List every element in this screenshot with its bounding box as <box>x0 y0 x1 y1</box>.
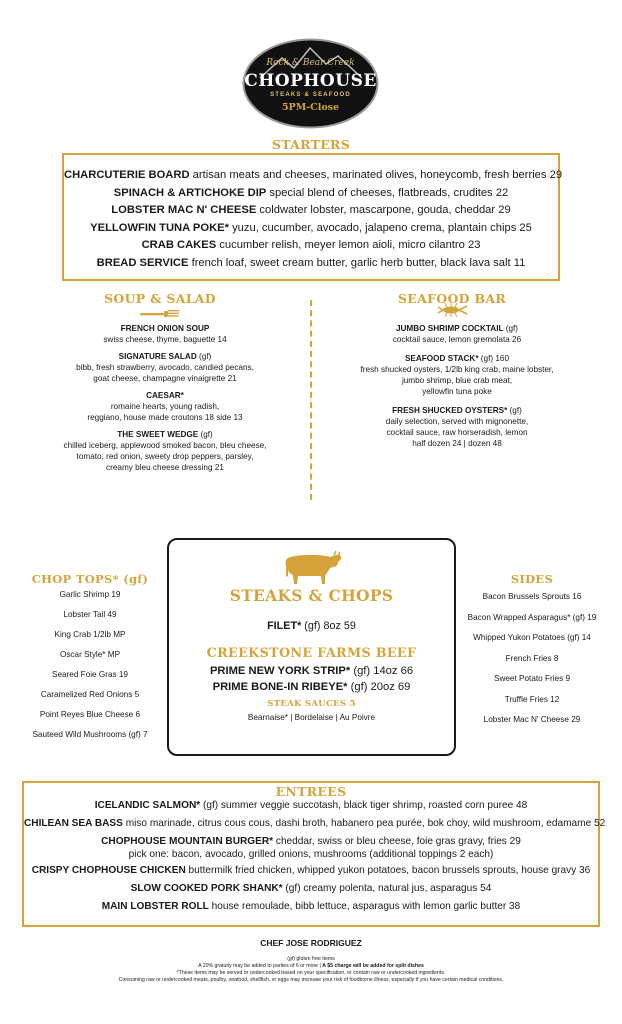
entrees-box <box>22 781 606 927</box>
list-item: JUMBO SHRIMP COCKTAIL (gf) cocktail sauce, lemon gremolata 26 <box>392 324 522 344</box>
list-item: Seared Foie Gras 19 <box>51 670 128 679</box>
raw-note: *These items may be served or undercooked based on your specification, or contain raw or undercooked ingredients. <box>176 970 446 976</box>
chef-name: CHEF JOSE RODRIGUEZ <box>260 938 362 948</box>
list-item: Lobster Tail 49 <box>63 610 117 619</box>
list-item: THE SWEET WEDGE (gf) chilled iceberg, applewood smoked bacon, bleu cheese, tomato, red onion, sweety drop peppers, parsley, creamy bleu cheese dressing 21 <box>63 430 267 472</box>
list-item: Caramelized Red Onions 5 <box>40 690 140 699</box>
entree-item: CRISPY CHOPHOUSE CHICKEN buttermilk fried chicken, whipped yukon potatoes, bacon brussels sprouts, house gravy 36 <box>31 865 591 877</box>
sides-title: SIDES <box>510 572 554 586</box>
gratuity-note: A 20% gratuity may be added to parties of 6 or more | A $5 charge will be added for split dishes <box>198 963 424 969</box>
starters-list <box>64 155 563 273</box>
starter-item: LOBSTER MAC N' CHEESE coldwater lobster, mascarpone, gouda, cheddar 29 <box>111 204 511 217</box>
steak-item: PRIME BONE-IN RIBEYE* (gf) 20oz 69 <box>212 681 411 693</box>
chop-tops-title: CHOP TOPS* (gf) <box>31 572 149 586</box>
list-item: Oscar Style* MP <box>59 650 121 659</box>
list-item: French Fries 8 <box>505 653 559 663</box>
list-item: Bacon Wrapped Asparagus* (gf) 19 <box>467 612 597 622</box>
creekstone-title: CREEKSTONE FARMS BEEF <box>206 646 417 661</box>
starter-item: CHARCUTERIE BOARD artisan meats and cheeses, marinated olives, honeycomb, fresh berries 29 <box>64 169 563 181</box>
logo-hours: 5PM-Close <box>281 102 340 113</box>
steak-item: PRIME NEW YORK STRIP* (gf) 14oz 66 <box>209 665 414 677</box>
list-item: SEAFOOD STACK* (gf) 160 fresh shucked oysters, 1/2lb king crab, maine lobster, jumbo shrimp, blue crab meat, yellowfin tuna poke <box>360 354 554 396</box>
soup-salad-title: SOUP & SALAD <box>104 291 216 306</box>
logo-script-text: Rock & Bear Creek <box>266 58 355 68</box>
soup-salad-list <box>40 323 290 473</box>
steak-sauces-list: Bearnaise* | Bordelaise | Au Poivre <box>247 713 376 722</box>
entree-item: SLOW COOKED PORK SHANK* (gf) creamy polenta, natural jus, asparagus 54 <box>130 883 492 895</box>
entree-item-note: pick one: bacon, avocado, grilled onions, mushrooms (additional toppings 2 each) <box>128 849 494 861</box>
list-item: FRENCH ONION SOUP swiss cheese, thyme, baguette 14 <box>103 324 227 344</box>
list-item: Bacon Brussels Sprouts 16 <box>482 592 582 601</box>
entree-item: ICELANDIC SALMON* (gf) summer veggie succotash, black tiger shrimp, roasted corn puree 48 <box>94 800 528 811</box>
chophouse-logo <box>242 38 379 129</box>
chop-tops-list <box>20 590 160 740</box>
steak-sauces-title: STEAK SAUCES 5 <box>267 699 356 709</box>
entrees-list <box>24 797 606 916</box>
fork-icon <box>140 306 180 324</box>
starters-box <box>62 153 563 281</box>
list-item: Truffle Fries 12 <box>504 694 560 704</box>
starters-title: STARTERS <box>271 137 351 152</box>
entree-item: CHILEAN SEA BASS miso marinade, citrus cous cous, dashi broth, habanero pea purée, bok choy, wild mushroom, edamame 52 <box>24 817 606 829</box>
starter-item: SPINACH & ARTICHOKE DIP special blend of cheeses, flatbreads, crudites 22 <box>113 186 509 199</box>
list-item: FRESH SHUCKED OYSTERS* (gf) daily selection, served with mignonette, cocktail sauce, raw horseradish, lemon half dozen 24 | dozen 48 <box>385 406 529 448</box>
logo-subtitle: STEAKS & SEAFOOD <box>270 92 351 98</box>
sides-list <box>457 592 607 725</box>
gf-note: (gf) gluten free items <box>287 956 335 962</box>
seafood-bar-title: SEAFOOD BAR <box>397 291 507 306</box>
list-item: SIGNATURE SALAD (gf) bibb, fresh strawberry, avocado, candied pecans, goat cheese, champagne vinaigrette 21 <box>76 352 254 383</box>
cow-icon <box>276 548 346 591</box>
entree-item: CHOPHOUSE MOUNTAIN BURGER* cheddar, swiss or bleu cheese, foie gras gravy, fries 29 <box>101 836 521 848</box>
list-item: CAESAR* romaine hearts, young radish, reggiano, house made croutons 18 side 13 <box>87 391 243 422</box>
list-item: King Crab 1/2lb MP <box>54 630 126 639</box>
logo-brand: CHOPHOUSE <box>244 71 377 91</box>
starter-item: BREAD SERVICE french loaf, sweet cream butter, garlic herb butter, black lava salt 11 <box>96 256 526 269</box>
column-divider <box>310 300 312 500</box>
list-item: Sweet Potato Fries 9 <box>494 674 570 683</box>
entrees-title: ENTREES <box>275 784 347 799</box>
footer-notes <box>0 956 622 984</box>
consumption-warning: Consuming raw or undercooked meats, poultry, seafood, shellfish, or eggs may increase your risk of foodborne illness, especially if you have certain medical conditions. <box>118 977 504 983</box>
list-item: Point Reyes Blue Cheese 6 <box>39 710 141 719</box>
starter-item: YELLOWFIN TUNA POKE* yuzu, cucumber, avocado, jalapeno crema, plantain chips 25 <box>90 221 532 234</box>
lobster-icon <box>437 303 469 322</box>
steaks-box <box>167 538 456 756</box>
filet-item: FILET* (gf) 8oz 59 <box>267 620 356 632</box>
starter-item: CRAB CAKES cucumber relish, meyer lemon aioli, micro cilantro 23 <box>141 239 481 252</box>
list-item: Sauteed Wild Mushrooms (gf) 7 <box>32 730 148 739</box>
entree-item: MAIN LOBSTER ROLL house remoulade, bibb lettuce, asparagus with lemon garlic butter 38 <box>101 900 521 912</box>
list-item: Whipped Yukon Potatoes (gf) 14 <box>473 633 591 642</box>
seafood-bar-list <box>332 323 582 449</box>
list-item: Garlic Shrimp 19 <box>59 590 121 599</box>
list-item: Lobster Mac N' Cheese 29 <box>483 715 581 724</box>
steaks-title: STEAKS & CHOPS <box>229 586 394 605</box>
